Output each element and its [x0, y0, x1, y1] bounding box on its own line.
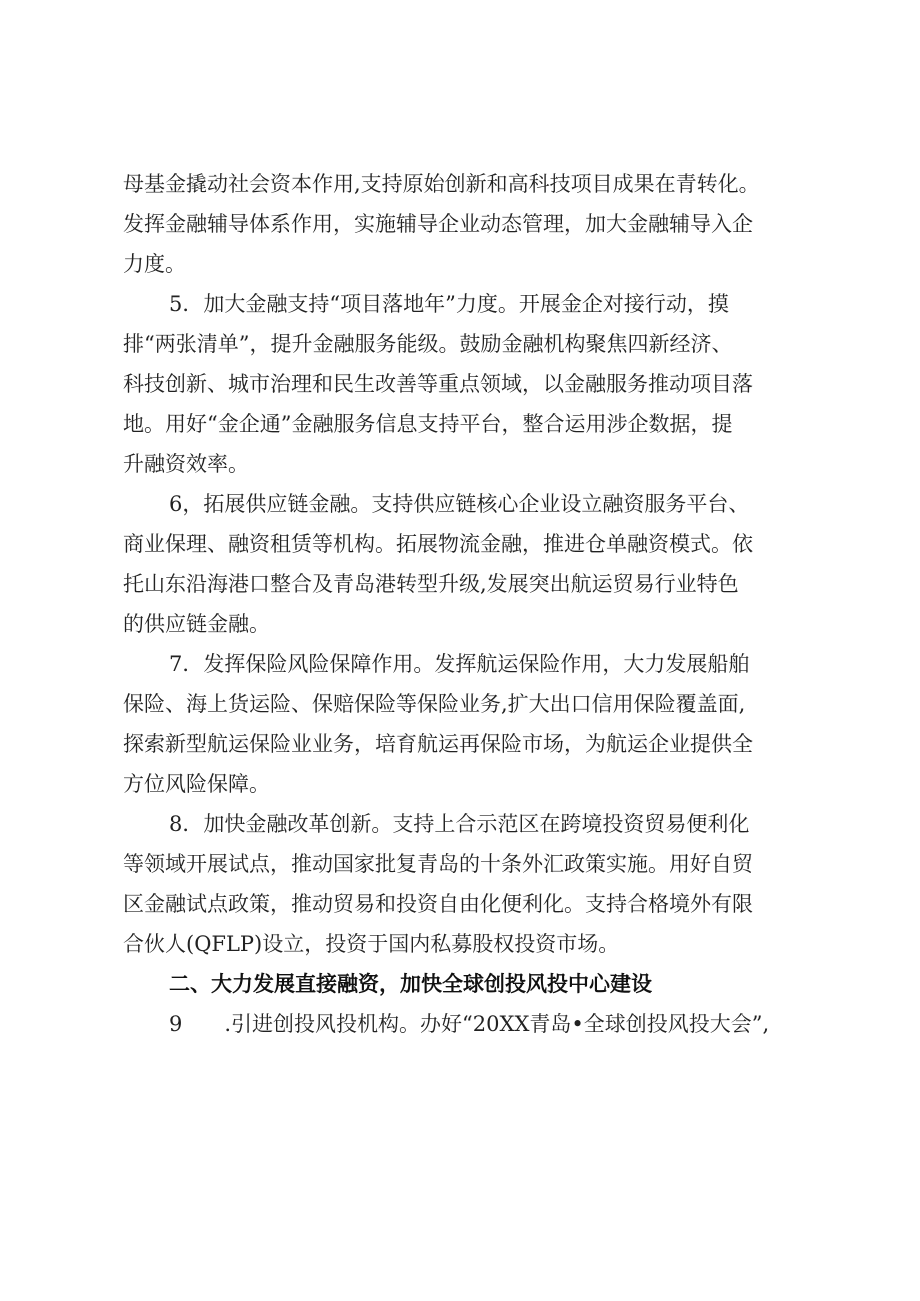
text-line: 母基金撬动社会资本作用,支持原始创新和高科技项目成果在青转化。	[123, 172, 760, 196]
text-line: 合伙人(QFLP)设立，投资于国内私募股权投资市场。	[123, 932, 620, 956]
section-heading: 二、大力发展直接融资，加快全球创投风投中心建设	[169, 972, 652, 996]
text-line: 发挥金融辅导体系作用，实施辅导企业动态管理，加大金融辅导入企	[123, 212, 753, 236]
paragraph-item-6	[123, 484, 813, 644]
text-line: 方位风险保障。	[123, 772, 270, 796]
text-line: 探索新型航运保险业业务，培育航运再保险市场，为航运企业提供全	[123, 732, 753, 756]
text-line: 8．加快金融改革创新。支持上合示范区在跨境投资贸易便利化	[169, 812, 750, 836]
paragraph-item-9: 9 .引进创投风投机构。办好“20XX青岛•全球创投风投大会”,	[169, 1012, 770, 1036]
text-line: 力度。	[123, 252, 186, 276]
paragraph-item-7	[123, 644, 813, 804]
text-line: 升融资效率。	[123, 452, 249, 476]
text-line: 等领域开展试点，推动国家批复青岛的十条外汇政策实施。用好自贸	[123, 852, 753, 876]
text-line: 6，拓展供应链金融。支持供应链核心企业设立融资服务平台、	[169, 492, 750, 516]
text-line: 托山东沿海港口整合及青岛港转型升级,发展突出航运贸易行业特色	[123, 572, 739, 596]
text-line: 的供应链金融。	[123, 612, 270, 636]
text-line: 商业保理、融资租赁等机构。拓展物流金融，推进仓单融资模式。依	[123, 532, 753, 556]
text-line: 保险、海上货运险、保赔保险等保险业务,扩大出口信用保险覆盖面,	[123, 692, 746, 716]
paragraph-fund-guidance	[123, 164, 813, 284]
text-line: 5．加大金融支持“项目落地年”力度。开展金企对接行动，摸	[169, 292, 729, 316]
paragraph-item-8	[123, 804, 813, 964]
text-line: 7．发挥保险风险保障作用。发挥航运保险作用，大力发展船舶	[169, 652, 750, 676]
document-body	[123, 164, 813, 1044]
paragraph-item-5	[123, 284, 813, 484]
text-line: 排“两张清单”，提升金融服务能级。鼓励金融机构聚焦四新经济、	[123, 332, 733, 356]
text-line: 地。用好“金企通”金融服务信息支持平台，整合运用涉企数据，提	[123, 412, 733, 436]
text-line: 科技创新、城市治理和民生改善等重点领域，以金融服务推动项目落	[123, 372, 753, 396]
text-line: 区金融试点政策，推动贸易和投资自由化便利化。支持合格境外有限	[123, 892, 753, 916]
